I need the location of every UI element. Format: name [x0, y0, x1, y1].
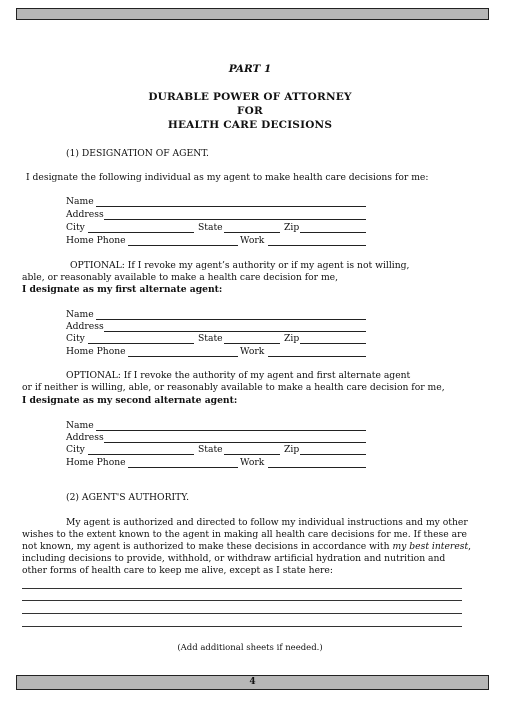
- home-phone-label: Home Phone: [66, 346, 126, 357]
- section2-heading: (2) AGENT'S AUTHORITY.: [66, 492, 190, 503]
- address-label: Address: [66, 321, 104, 332]
- state-label: State: [198, 444, 223, 455]
- additional-sheets-note: (Add additional sheets if needed.): [177, 643, 323, 653]
- name-label: Name: [66, 420, 94, 431]
- zip-field[interactable]: [300, 343, 366, 344]
- best-interest-emphasis: my best interest: [392, 541, 469, 552]
- zip-field[interactable]: [300, 232, 366, 233]
- name-field[interactable]: [96, 319, 366, 320]
- part-label: PART 1: [228, 63, 272, 75]
- state-field[interactable]: [224, 232, 280, 233]
- state-field[interactable]: [224, 343, 280, 344]
- home-phone-label: Home Phone: [66, 457, 126, 468]
- state-label: State: [198, 333, 223, 344]
- zip-label: Zip: [284, 222, 300, 233]
- work-phone-field[interactable]: [268, 356, 366, 357]
- zip-label: Zip: [284, 333, 300, 344]
- work-phone-field[interactable]: [268, 467, 366, 468]
- name-label: Name: [66, 196, 94, 207]
- page-number: 4: [249, 677, 256, 687]
- top-border-bar: [16, 8, 489, 20]
- name-field[interactable]: [96, 206, 366, 207]
- city-field[interactable]: [88, 343, 194, 344]
- document-title-line1: DURABLE POWER OF ATTORNEY: [148, 91, 352, 103]
- address-field[interactable]: [104, 331, 366, 332]
- section1-heading: (1) DESIGNATION OF AGENT.: [66, 148, 209, 159]
- section1-intro: I designate the following individual as my agent to make health care decisions for me:: [26, 172, 429, 183]
- address-field[interactable]: [104, 442, 366, 443]
- authority-paragraph-line1: My agent is authorized and directed to follow my individual instructions and my other: [66, 517, 468, 528]
- authority-paragraph-line5: other forms of health care to keep me alive, except as I state here:: [22, 565, 333, 576]
- authority-paragraph-line3: not known, my agent is authorized to make these decisions in accordance with my best interest,: [22, 541, 472, 552]
- city-label: City: [66, 222, 85, 233]
- home-phone-field[interactable]: [128, 245, 238, 246]
- work-label: Work: [240, 235, 265, 246]
- name-label: Name: [66, 309, 94, 320]
- home-phone-label: Home Phone: [66, 235, 126, 246]
- address-field[interactable]: [104, 219, 366, 220]
- optional1-line3: I designate as my first alternate agent:: [22, 284, 223, 295]
- city-label: City: [66, 444, 85, 455]
- city-field[interactable]: [88, 232, 194, 233]
- home-phone-field[interactable]: [128, 356, 238, 357]
- address-label: Address: [66, 209, 104, 220]
- optional2-line2: or if neither is willing, able, or reasonably available to make a health care decision for me,: [22, 382, 445, 393]
- work-phone-field[interactable]: [268, 245, 366, 246]
- authority-paragraph-line4: including decisions to provide, withhold, or withdraw artificial hydration and nutrition and: [22, 553, 446, 564]
- optional1-line2: able, or reasonably available to make a health care decision for me,: [22, 272, 339, 283]
- instructions-line[interactable]: [22, 626, 462, 627]
- name-field[interactable]: [96, 430, 366, 431]
- zip-field[interactable]: [300, 454, 366, 455]
- work-label: Work: [240, 457, 265, 468]
- optional2-line3: I designate as my second alternate agent:: [22, 395, 238, 406]
- optional2-line1: OPTIONAL: If I revoke the authority of my agent and first alternate agent: [66, 370, 411, 381]
- city-field[interactable]: [88, 454, 194, 455]
- optional1-line1: OPTIONAL: If I revoke my agent’s authority or if my agent is not willing,: [70, 260, 410, 271]
- instructions-line[interactable]: [22, 600, 462, 601]
- work-label: Work: [240, 346, 265, 357]
- instructions-line[interactable]: [22, 588, 462, 589]
- address-label: Address: [66, 432, 104, 443]
- instructions-line[interactable]: [22, 613, 462, 614]
- zip-label: Zip: [284, 444, 300, 455]
- footer-bar: [16, 675, 489, 690]
- city-label: City: [66, 333, 85, 344]
- home-phone-field[interactable]: [128, 467, 238, 468]
- document-title-line3: HEALTH CARE DECISIONS: [167, 119, 333, 131]
- state-field[interactable]: [224, 454, 280, 455]
- state-label: State: [198, 222, 223, 233]
- authority-paragraph-line2: wishes to the extent known to the agent in making all health care decisions for me. If these are: [22, 529, 467, 540]
- document-title-line2: FOR: [237, 105, 263, 117]
